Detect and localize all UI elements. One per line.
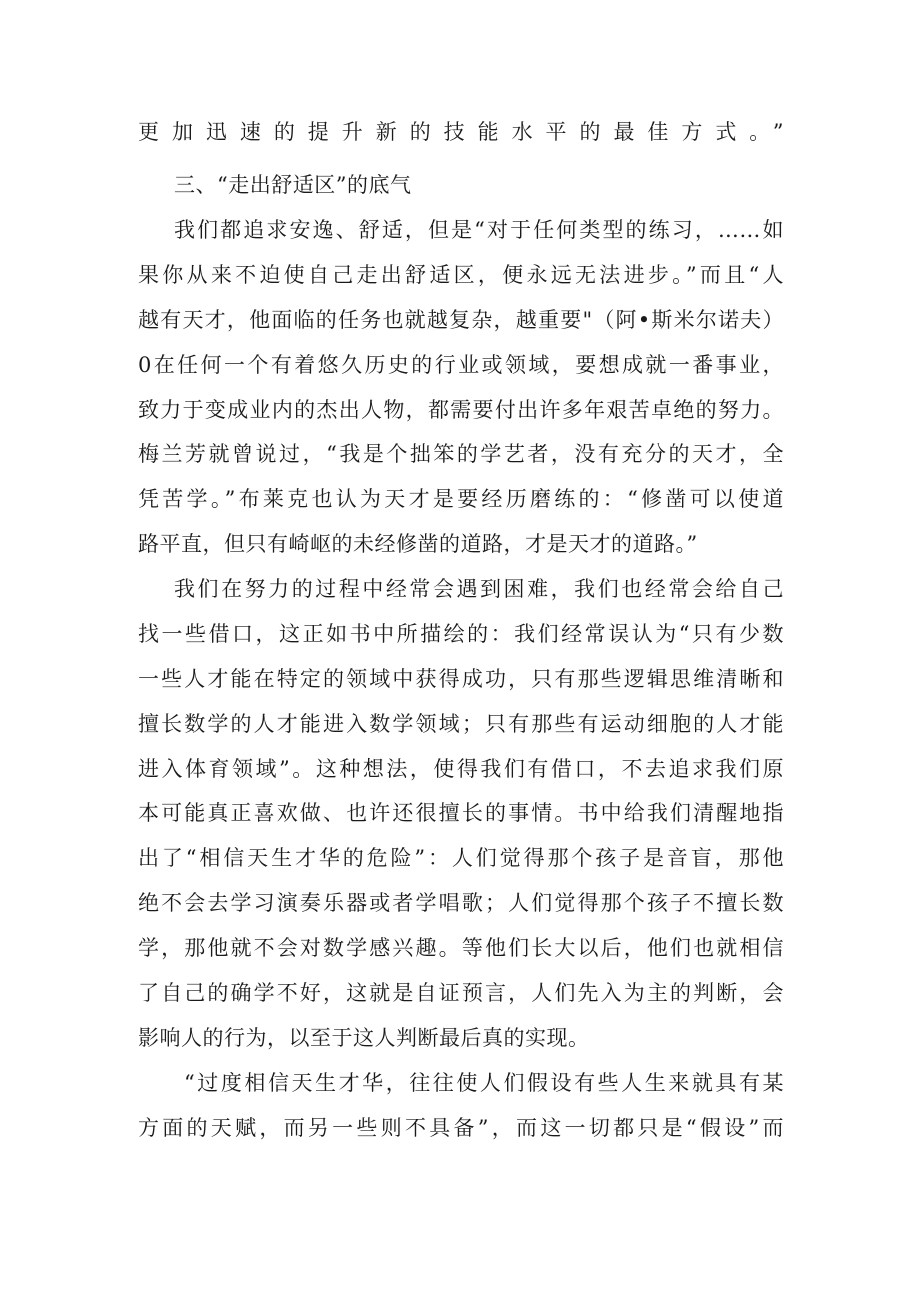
paragraph-line: 果你从来不迫使自己走出舒适区，便永远无法进步。”而且“人 (138, 263, 784, 287)
paragraph-line: 更加迅速的提升新的技能水平的最佳方式。” (138, 120, 784, 144)
paragraph-line: 0在任何一个有着悠久历史的行业或领域，要想成就一番事业， (138, 353, 784, 377)
section-heading: 三、“走出舒适区”的底气 (174, 173, 412, 197)
paragraph-line: 致力于变成业内的杰出人物，都需要付出许多年艰苦卓绝的努力。 (138, 398, 784, 422)
paragraph-line: 学，那他就不会对数学感兴趣。等他们长大以后，他们也就相信 (138, 936, 784, 960)
paragraph-line: 凭苦学。”布莱克也认为天才是要经历磨练的：“修凿可以使道 (138, 487, 784, 511)
paragraph-line: 擅长数学的人才能进入数学领域；只有那些有运动细胞的人才能 (138, 712, 784, 736)
paragraph-line: 方面的天赋，而另一些则不具备”，而这一切都只是“假设”而 (138, 1116, 784, 1140)
paragraph-line: 梅兰芳就曾说过，“我是个拙笨的学艺者，没有充分的天才，全 (138, 442, 784, 466)
paragraph-line: 绝不会去学习演奏乐器或者学唱歌；人们觉得那个孩子不擅长数 (138, 891, 784, 915)
paragraph-line: 一些人才能在特定的领域中获得成功，只有那些逻辑思维清晰和 (138, 667, 784, 691)
paragraph-line: 路平直，但只有崎岖的未经修凿的道路，才是天才的道路。” (138, 532, 698, 556)
paragraph-line: 我们在努力的过程中经常会遇到困难，我们也经常会给自己 (174, 577, 784, 601)
paragraph-line: 我们都追求安逸、舒适，但是“对于任何类型的练习，……如 (174, 218, 784, 242)
paragraph-line: 进入体育领域”。这种想法，使得我们有借口，不去追求我们原 (138, 757, 784, 781)
paragraph-line: 影响人的行为，以至于这人判断最后真的实现。 (138, 1026, 590, 1050)
paragraph-line: “过度相信天生才华，往往使人们假设有些人生来就具有某 (184, 1071, 784, 1095)
paragraph-line: 了自己的确学不好，这就是自证预言，人们先入为主的判断，会 (138, 981, 784, 1005)
paragraph-line: 本可能真正喜欢做、也许还很擅长的事情。书中给我们清醒地指 (138, 801, 784, 825)
paragraph-line: 找一些借口，这正如书中所描绘的：我们经常误认为“只有少数 (138, 622, 784, 646)
paragraph-line: 出了“相信天生才华的危险”：人们觉得那个孩子是音盲，那他 (138, 846, 784, 870)
paragraph-line: 越有天才，他面临的任务也就越复杂，越重要"（阿•斯米尔诺夫） (138, 308, 784, 332)
